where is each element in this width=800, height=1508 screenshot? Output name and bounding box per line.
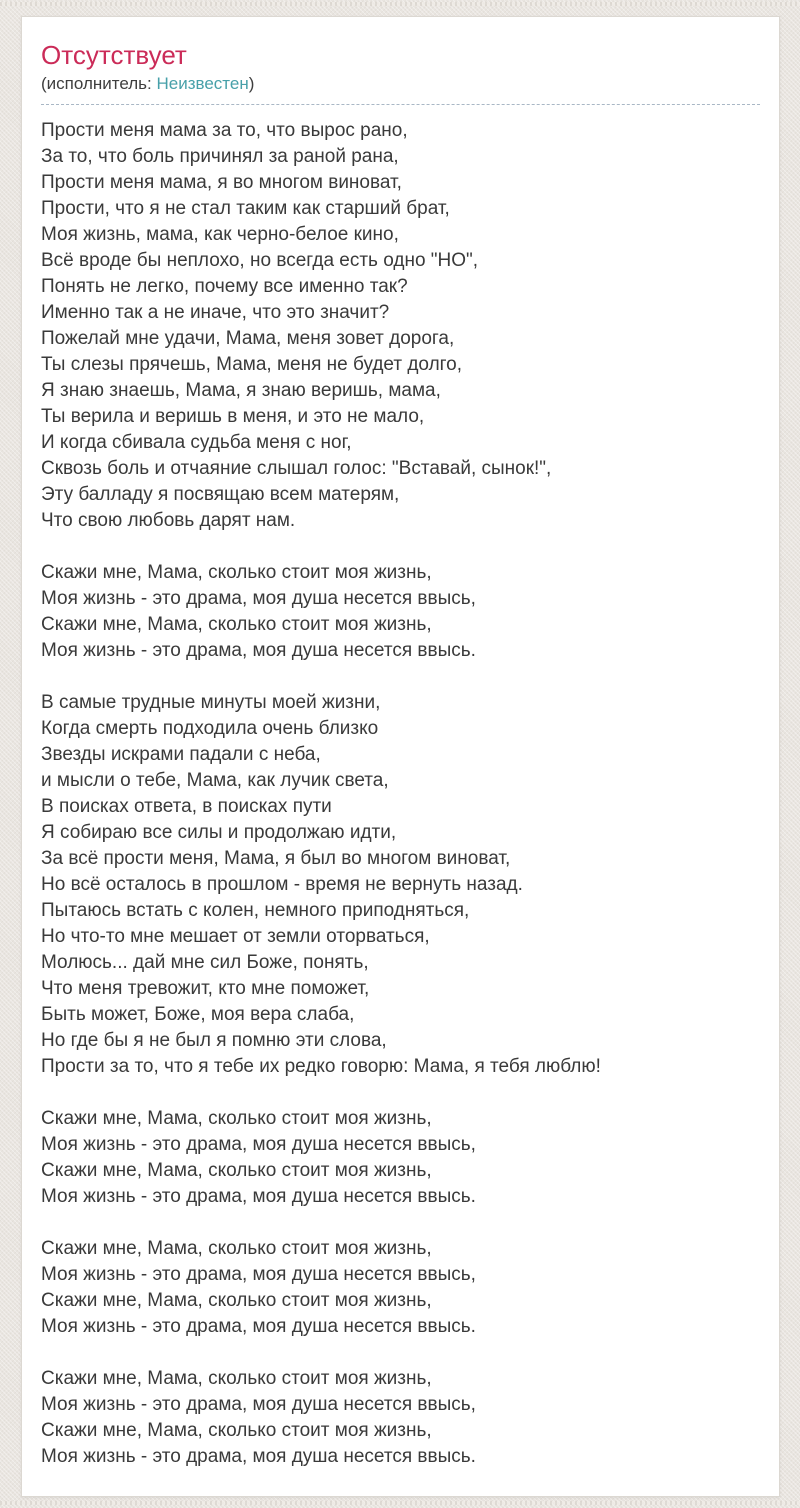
lyrics-stanza: Прости меня мама за то, что вырос рано, За то, что боль причинял за раной рана, Прости меня мама, я во многом виноват, Прости, что я не стал таким как старший брат, Моя жизнь, мама, как черно-белое кино, Всё вроде бы неплохо, но всегда есть одно "НО", Понять не легко, почему все именно так? Именно так а не иначе, что это значит? Пожелай мне удачи, Мама, меня зовет дорога, Ты слезы прячешь, Мама, меня не будет долго, Я знаю знаешь, Мама, я знаю веришь, мама, Ты верила и веришь в меня, и это не мало, И когда сбивала судьба меня с ног, Сквозь боль и отчаяние слышал голос: "Вставай, сынок!", Эту балладу я посвящаю всем матерям, Что свою любовь дарят нам.	[41, 120, 552, 531]
lyrics-card	[21, 16, 780, 1497]
lyrics-stanza: Скажи мне, Мама, сколько стоит моя жизнь, Моя жизнь - это драма, моя душа несется ввысь, Скажи мне, Мама, сколько стоит моя жизнь, Моя жизнь - это драма, моя душа несется ввысь.	[41, 562, 476, 661]
song-title-link[interactable]: Отсутствует	[41, 40, 187, 70]
lyrics-stanza: В самые трудные минуты моей жизни, Когда смерть подходила очень близко Звезды искрами падали с неба, и мысли о тебе, Мама, как лучик света, В поисках ответа, в поисках пути Я собираю все силы и продолжаю идти, За всё прости меня, Мама, я был во многом виноват, Но всё осталось в прошлом - время не вернуть назад. Пытаюсь встать с колен, немного приподняться, Но что-то мне мешает от земли оторваться, Молюсь... дай мне сил Боже, понять, Что меня тревожит, кто мне поможет, Быть может, Боже, моя вера слаба, Но где бы я не был я помню эти слова, Прости за то, что я тебе их редко говорю: Мама, я тебя люблю!	[41, 692, 601, 1077]
artist-prefix: (исполнитель:	[41, 74, 157, 93]
lyrics-stanza: Скажи мне, Мама, сколько стоит моя жизнь, Моя жизнь - это драма, моя душа несется ввысь, Скажи мне, Мама, сколько стоит моя жизнь, Моя жизнь - это драма, моя душа несется ввысь.	[41, 1368, 476, 1467]
lyrics-stanza: Скажи мне, Мама, сколько стоит моя жизнь, Моя жизнь - это драма, моя душа несется ввысь, Скажи мне, Мама, сколько стоит моя жизнь, Моя жизнь - это драма, моя душа несется ввысь.	[41, 1238, 476, 1337]
artist-link[interactable]: Неизвестен	[156, 74, 249, 93]
song-header	[41, 39, 760, 105]
lyrics-text	[41, 118, 760, 1470]
artist-suffix: )	[248, 74, 255, 93]
artist-line	[41, 73, 760, 105]
lyrics-stanza: Скажи мне, Мама, сколько стоит моя жизнь, Моя жизнь - это драма, моя душа несется ввысь, Скажи мне, Мама, сколько стоит моя жизнь, Моя жизнь - это драма, моя душа несется ввысь.	[41, 1108, 476, 1207]
